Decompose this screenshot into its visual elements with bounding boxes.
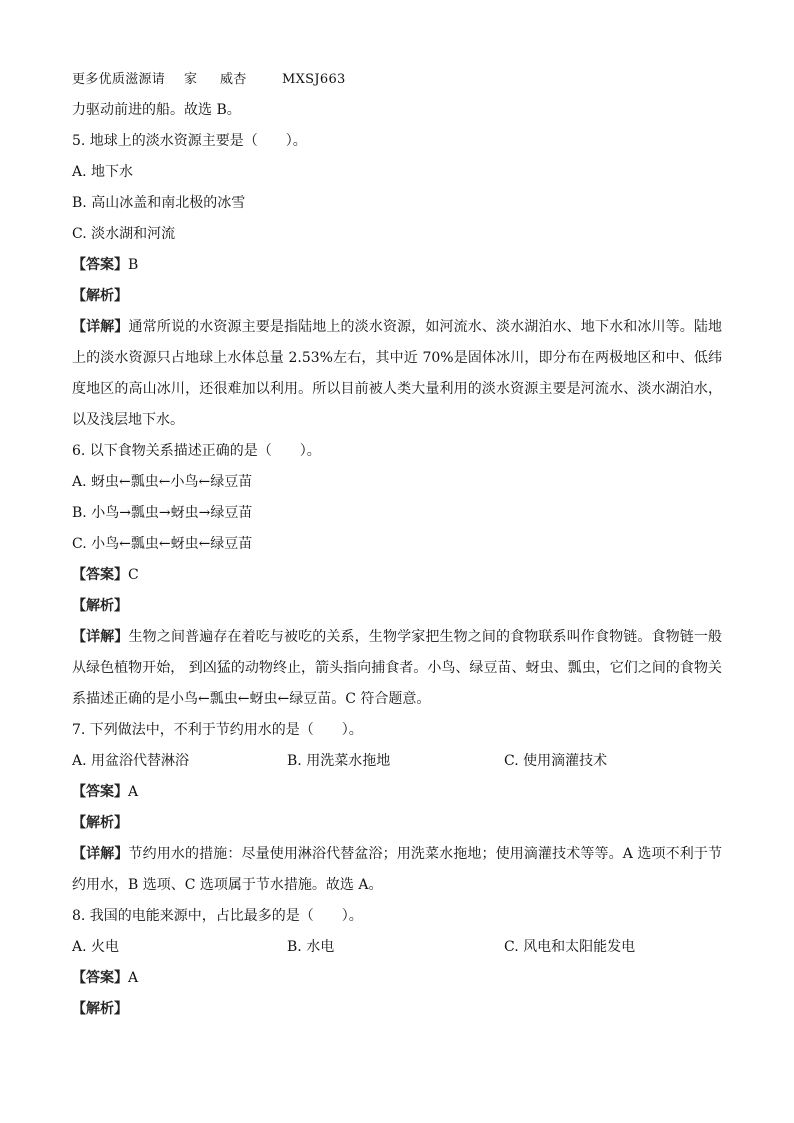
- question-5-option-a: A. 地下水: [72, 164, 134, 180]
- question-8-answer: [72, 963, 722, 994]
- answer-tag: 【答案】: [72, 970, 128, 986]
- detail-text: 通常所说的水资源主要是指陆地上的淡水资源，如河流水、淡水湖泊水、地下水和冰川等。陆地上的淡水资源只占地球上水体总量 2.53%左右，其中近 70%是固体冰川，即分布在两极地区和中、低纬度地区的高山冰川，还很难加以利用。所以目前被人类大量利用的淡水资源主要是河流水、淡水湖泊水，以及浅层地下水。: [72, 319, 723, 428]
- analysis-tag: 【解析】: [72, 598, 128, 614]
- header-text-1: 更多优质滋源请: [72, 72, 166, 87]
- question-7-options: [72, 746, 722, 777]
- question-5-option-b: B. 高山冰盖和南北极的冰雪: [72, 195, 246, 211]
- question-7-option-a: A. 用盆浴代替淋浴: [72, 753, 190, 769]
- detail-tag: 【详解】: [72, 629, 129, 645]
- question-5: [72, 126, 722, 436]
- question-8-analysis: [72, 994, 722, 1025]
- analysis-tag: 【解析】: [72, 815, 128, 831]
- detail-tag: 【详解】: [72, 319, 129, 335]
- question-6-answer: [72, 560, 722, 591]
- detail-text: 节约用水的措施：尽量使用淋浴代替盆浴；用洗菜水拖地；使用滴灌技术等等。A 选项不利于节约用水，B 选项、C 选项属于节水措施。故选 A。: [72, 846, 722, 893]
- question-6-option-c: C. 小鸟←瓢虫←蚜虫←绿豆苗: [72, 536, 253, 552]
- answer-tag: 【答案】: [72, 567, 128, 583]
- previous-answer-continuation: 力驱动前进的船。故选 B。: [72, 102, 241, 118]
- header-text-3: 威杏: [220, 72, 247, 87]
- question-6-option-b: B. 小鸟→瓢虫→蚜虫→绿豆苗: [72, 505, 253, 521]
- question-8-option-b: B. 水电: [287, 939, 335, 955]
- question-5-detail: [72, 312, 722, 436]
- answer-value: C: [128, 567, 139, 583]
- question-7-option-b: B. 用洗菜水拖地: [287, 753, 391, 769]
- answer-value: A: [128, 784, 139, 800]
- question-6-stem: 6. 以下食物关系描述正确的是（ ）。: [72, 443, 321, 459]
- question-7: [72, 715, 722, 901]
- question-8-option-a: A. 火电: [72, 939, 120, 955]
- detail-text: 生物之间普遍存在着吃与被吃的关系，生物学家把生物之间的食物联系叫作食物链。食物链一般从绿色植物开始， 到凶猛的动物终止，箭头指向捕食者。小鸟、绿豆苗、蚜虫、瓢虫，它们之间的食物关系描述正确的是小鸟←瓢虫←蚜虫←绿豆苗。C 符合题意。: [72, 629, 723, 707]
- question-5-answer: [72, 250, 722, 281]
- detail-tag: 【详解】: [72, 846, 129, 862]
- question-5-option-c: C. 淡水湖和河流: [72, 226, 176, 242]
- document-page: [72, 64, 722, 1025]
- question-5-analysis: [72, 281, 722, 312]
- question-6-detail: [72, 622, 722, 715]
- question-7-option-c: C. 使用滴灌技术: [504, 753, 608, 769]
- page-header: [72, 64, 722, 95]
- question-7-stem: 7. 下列做法中，不利于节约用水的是（ ）。: [72, 722, 363, 738]
- question-6: [72, 436, 722, 715]
- answer-value: A: [128, 970, 139, 986]
- question-7-detail: [72, 839, 722, 901]
- analysis-tag: 【解析】: [72, 1001, 128, 1017]
- answer-tag: 【答案】: [72, 257, 128, 273]
- answer-tag: 【答案】: [72, 784, 128, 800]
- answer-value: B: [128, 257, 139, 273]
- question-8-option-c: C. 风电和太阳能发电: [504, 939, 636, 955]
- question-5-stem: 5. 地球上的淡水资源主要是（ ）。: [72, 133, 307, 149]
- question-7-analysis: [72, 808, 722, 839]
- question-8: [72, 901, 722, 1025]
- header-text-2: 家: [184, 72, 198, 87]
- question-6-option-a: A. 蚜虫←瓢虫←小鸟←绿豆苗: [72, 474, 253, 490]
- analysis-tag: 【解析】: [72, 288, 128, 304]
- question-8-options: [72, 932, 722, 963]
- question-7-answer: [72, 777, 722, 808]
- header-code: MXSJ663: [282, 72, 346, 87]
- question-6-analysis: [72, 591, 722, 622]
- question-8-stem: 8. 我国的电能来源中，占比最多的是（ ）。: [72, 908, 363, 924]
